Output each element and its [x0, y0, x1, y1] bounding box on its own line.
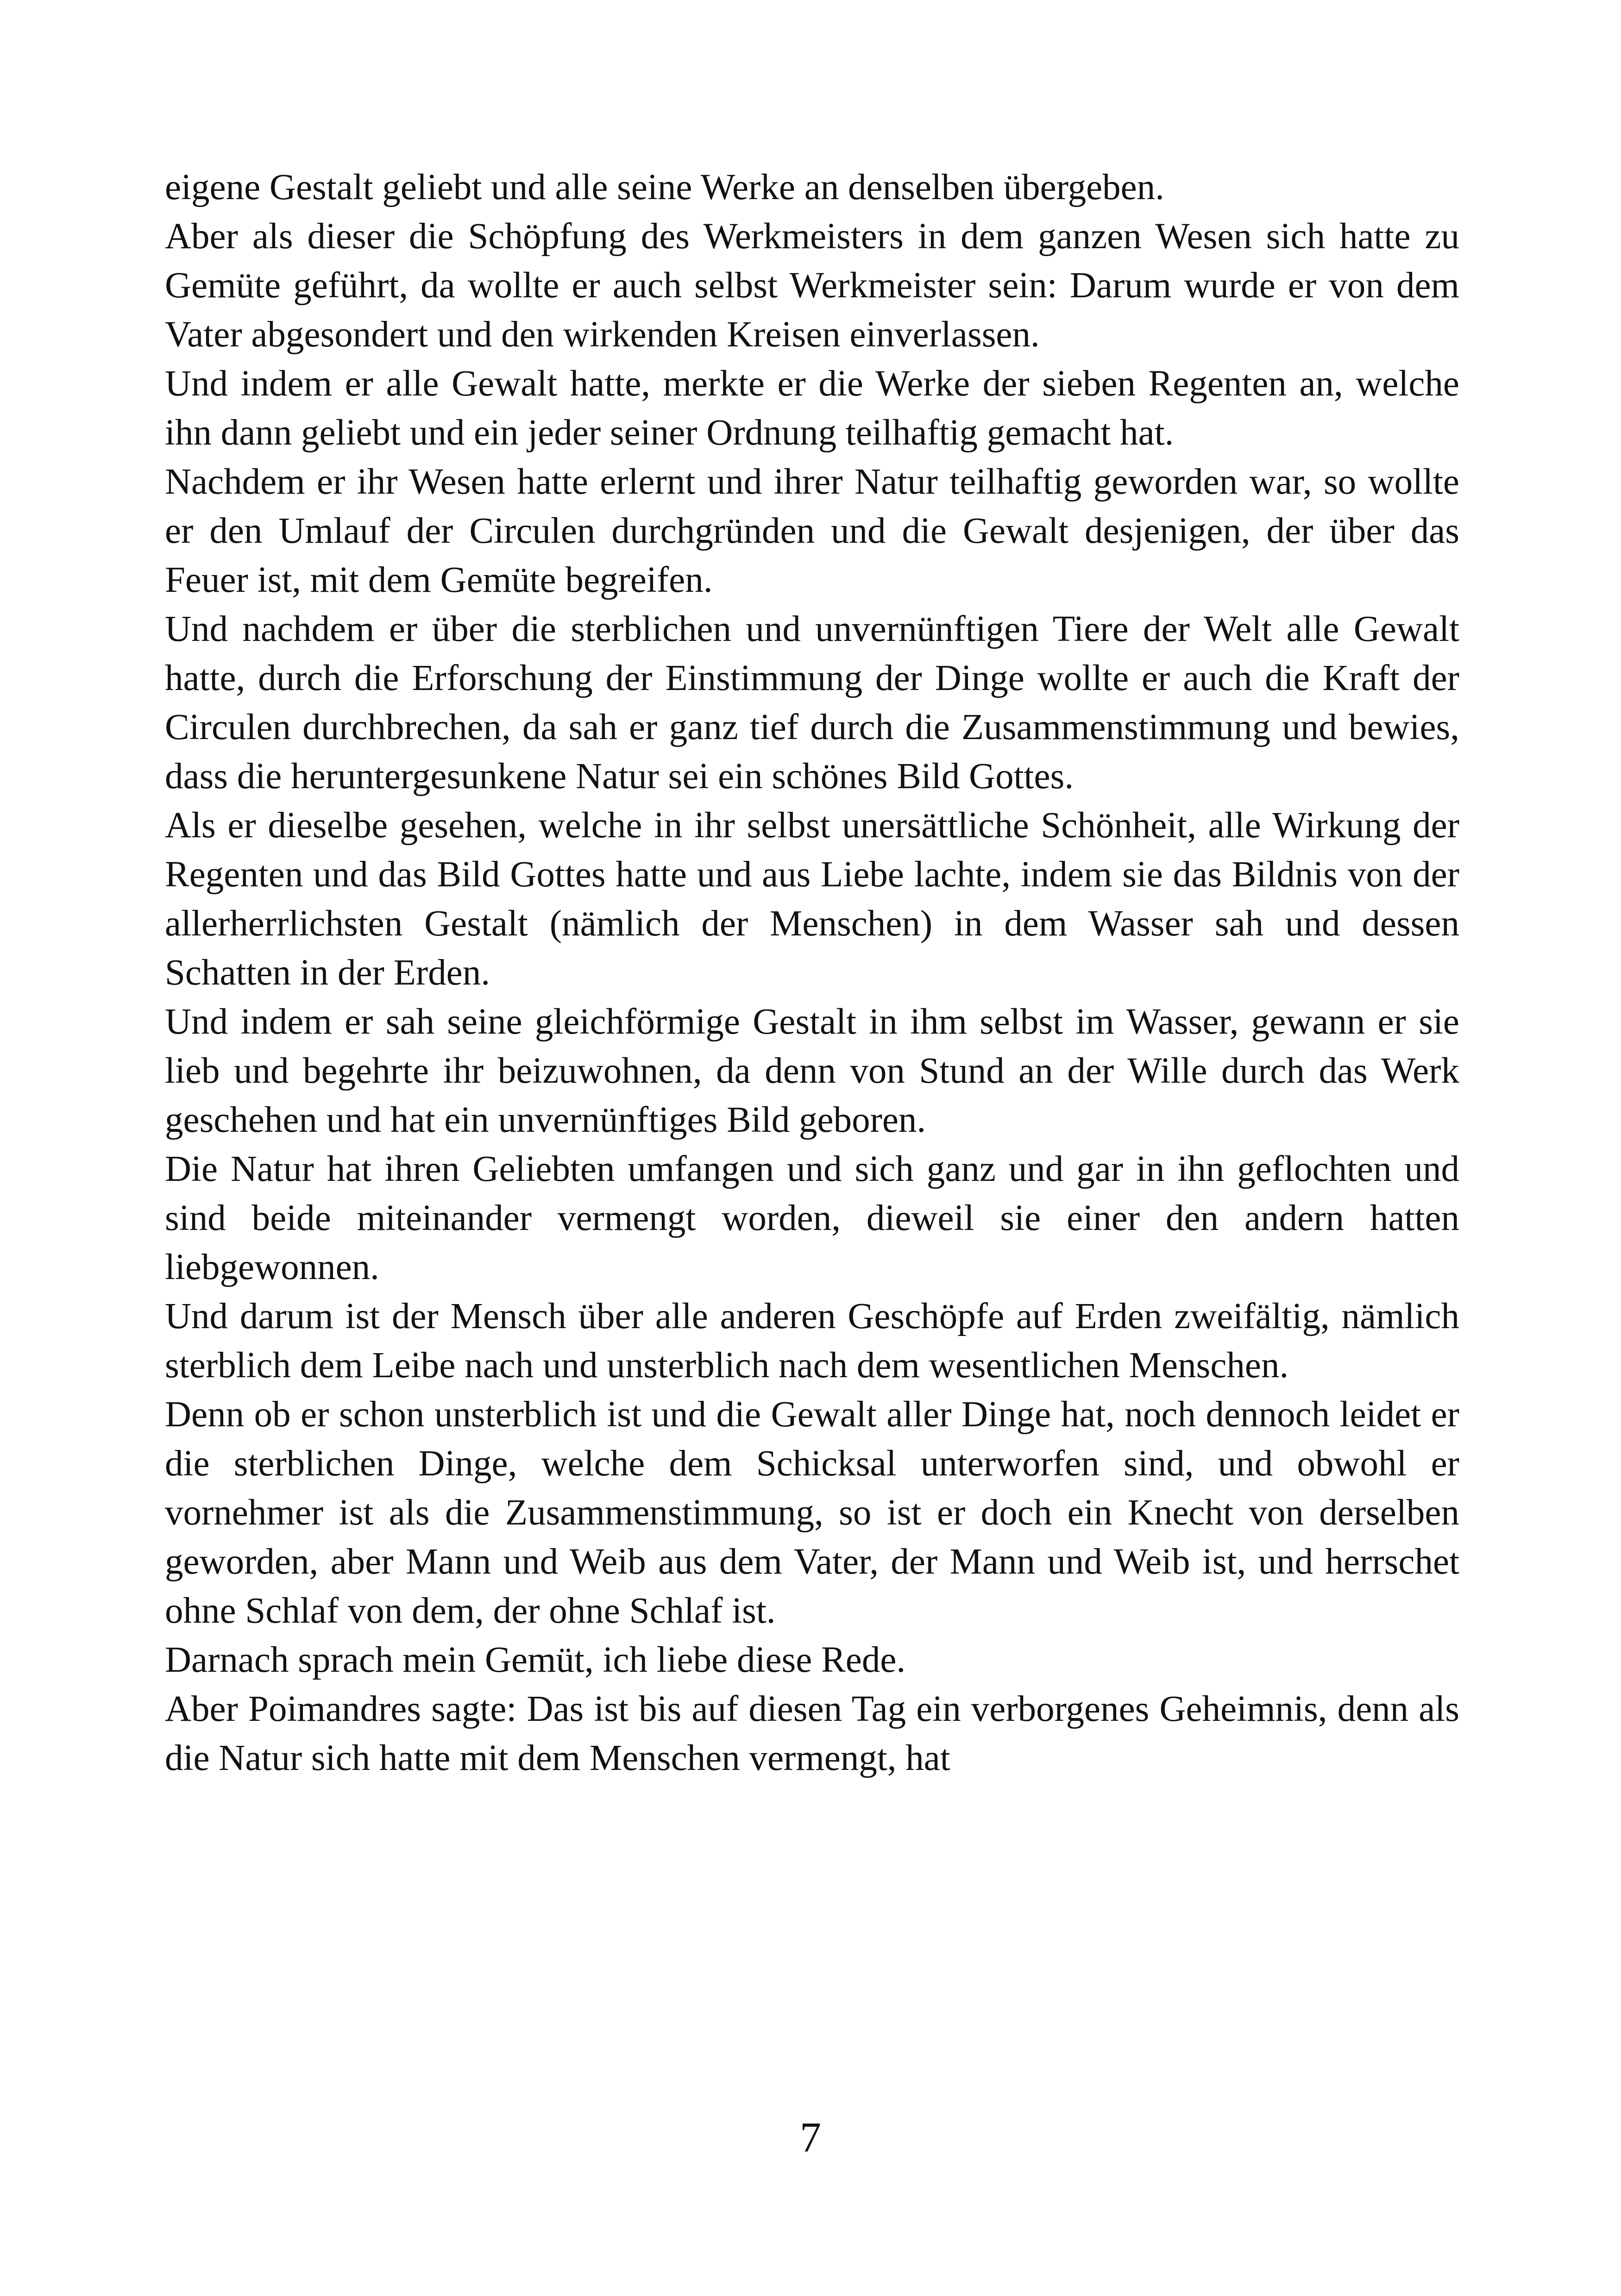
paragraph-6: Als er dieselbe gesehen, welche in ihr selbst unersättliche Schönheit, alle Wirkung der Regenten und das Bild Gottes hatte und aus Liebe lachte, indem sie das Bildnis von der allerherrlichsten Gestalt (nämlich der Menschen) in dem Wasser sah und dessen Schatten in der Erden. [165, 805, 1459, 993]
paragraph-11: Darnach sprach mein Gemüt, ich liebe diese Rede. [165, 1640, 906, 1680]
paragraph-10: Denn ob er schon unsterblich ist und die Gewalt aller Dinge hat, noch dennoch leidet er die sterblichen Dinge, welche dem Schicksal unterworfen sind, und obwohl er vornehmer ist als die Zusammenstimmung, so ist er doch ein Knecht von derselben geworden, aber Mann und Weib aus dem Vater, der Mann und Weib ist, und herrschet ohne Schlaf von dem, der ohne Schlaf ist. [165, 1394, 1459, 1631]
paragraph-7: Und indem er sah seine gleichförmige Gestalt in ihm selbst im Wasser, gewann er sie lieb und begehrte ihr beizuwohnen, da denn von Stund an der Wille durch das Werk geschehen und hat ein unvernünftiges Bild geboren. [165, 1002, 1459, 1140]
paragraph-12: Aber Poimandres sagte: Das ist bis auf diesen Tag ein verborgenes Geheimnis, denn als die Natur sich hatte mit dem Menschen vermengt, hat [165, 1689, 1459, 1778]
paragraph-4: Nachdem er ihr Wesen hatte erlernt und ihrer Natur teilhaftig geworden war, so wollte er den Umlauf der Circulen durchgründen und die Gewalt desjenigen, der über das Feuer ist, mit dem Gemüte begreifen. [165, 462, 1459, 600]
paragraph-8: Die Natur hat ihren Geliebten umfangen und sich ganz und gar in ihn geflochten und sind beide miteinander vermengt worden, dieweil sie einer den andern hatten liebgewonnen. [165, 1149, 1459, 1287]
body-text [165, 163, 1459, 1783]
paragraph-5: Und nachdem er über die sterblichen und unvernünftigen Tiere der Welt alle Gewalt hatte, durch die Erforschung der Einstimmung der Dinge wollte er auch die Kraft der Circulen durchbrechen, da sah er ganz tief durch die Zusammenstimmung und bewies, dass die heruntergesunkene Natur sei ein schönes Bild Gottes. [165, 609, 1459, 797]
paragraph-3: Und indem er alle Gewalt hatte, merkte er die Werke der sieben Regenten an, welche ihn dann geliebt und ein jeder seiner Ordnung teilhaftig gemacht hat. [165, 364, 1459, 453]
paragraph-1: eigene Gestalt geliebt und alle seine Werke an denselben übergeben. [165, 167, 1164, 207]
page-number: 7 [800, 2114, 821, 2161]
paragraph-9: Und darum ist der Mensch über alle anderen Geschöpfe auf Erden zweifältig, nämlich sterblich dem Leibe nach und unsterblich nach dem wesentlichen Menschen. [165, 1296, 1459, 1386]
paragraph-2: Aber als dieser die Schöpfung des Werkmeisters in dem ganzen Wesen sich hatte zu Gemüte geführt, da wollte er auch selbst Werkmeister sein: Darum wurde er von dem Vater abgesondert und den wirkenden Kreisen einverlassen. [165, 216, 1459, 355]
